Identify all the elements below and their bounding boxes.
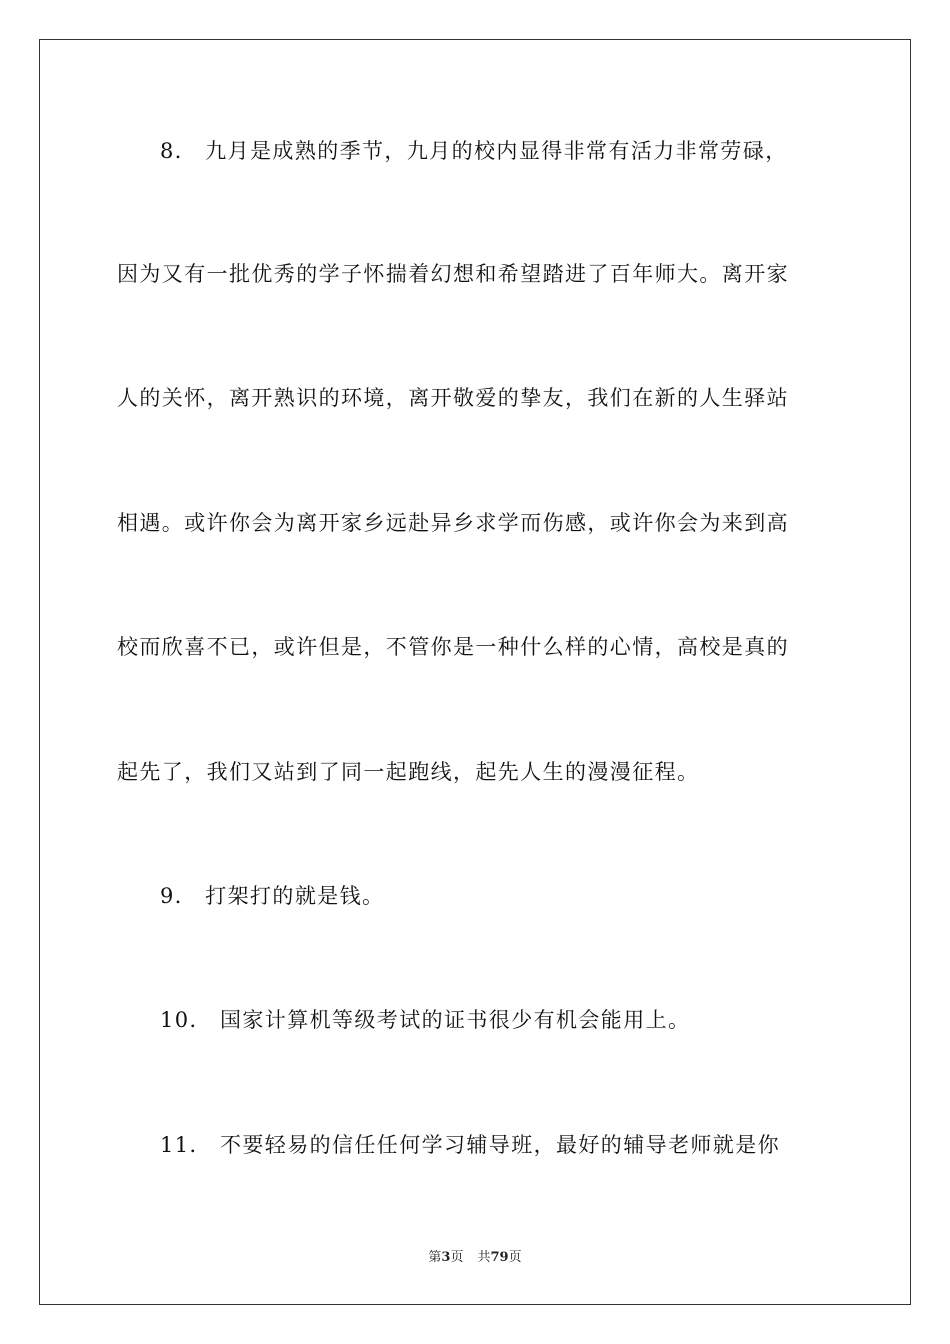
paragraph-line: 因为又有一批优秀的学子怀揣着幻想和希望踏进了百年师大。离开家 — [117, 262, 789, 286]
page-border — [39, 39, 911, 1305]
page-total-count: 79 — [490, 1250, 509, 1265]
paragraph-line: 相遇。或许你会为离开家乡远赴异乡求学而伤感，或许你会为来到高 — [117, 511, 789, 535]
page-footer — [0, 1246, 950, 1265]
paragraph-line: 11． 不要轻易的信任任何学习辅导班，最好的辅导老师就是你 — [160, 1133, 780, 1157]
paragraph-line: 校而欣喜不已，或许但是，不管你是一种什么样的心情，高校是真的 — [117, 635, 789, 659]
page-total-suffix: 页 — [508, 1250, 522, 1265]
page-total-prefix: 共 — [477, 1250, 491, 1265]
paragraph-line: 10． 国家计算机等级考试的证书很少有机会能用上。 — [160, 1008, 691, 1032]
page-number-prefix: 第 — [428, 1250, 442, 1265]
paragraph-line: 起先了，我们又站到了同一起跑线，起先人生的漫漫征程。 — [117, 760, 700, 784]
page-number-current: 3 — [441, 1250, 451, 1265]
paragraph-line: 8． 九月是成熟的季节，九月的校内显得非常有活力非常劳碌， — [160, 139, 788, 163]
paragraph-line: 9． 打架打的就是钱。 — [160, 884, 385, 908]
page-number-suffix: 页 — [450, 1250, 464, 1265]
paragraph-line: 人的关怀，离开熟识的环境，离开敬爱的挚友，我们在新的人生驿站 — [117, 386, 789, 410]
